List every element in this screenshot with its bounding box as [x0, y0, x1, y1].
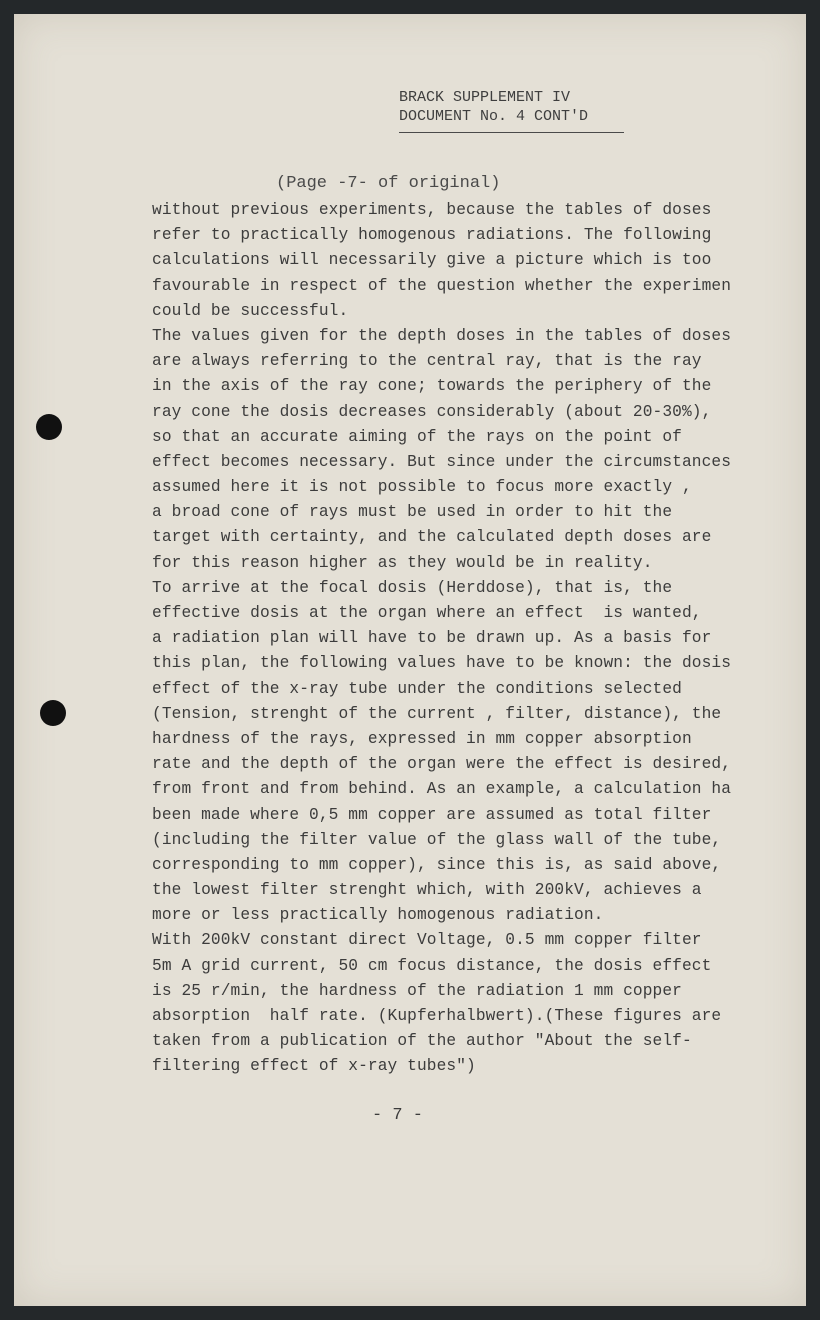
- text-line: corresponding to mm copper), since this is, as said above,: [152, 855, 722, 874]
- text-line: for this reason higher as they would be in reality.: [152, 553, 653, 572]
- text-line: taken from a publication of the author "About the self-: [152, 1032, 692, 1051]
- text-line: hardness of the rays, expressed in mm copper absorption: [152, 729, 692, 748]
- text-line: ray cone the dosis decreases considerably (about 20-30%),: [152, 402, 712, 421]
- header-line-2: DOCUMENT No. 4 CONT'D: [399, 108, 589, 125]
- punch-hole: [36, 414, 62, 440]
- text-line: effect becomes necessary. But since under the circumstances: [152, 452, 732, 471]
- text-line: filtering effect of x-ray tubes"): [152, 1057, 476, 1076]
- text-line: so that an accurate aiming of the rays on the point of: [152, 427, 682, 446]
- text-line: more or less practically homogenous radiation.: [152, 906, 604, 925]
- text-line: effect of the x-ray tube under the conditions selected: [152, 679, 682, 698]
- text-line: the lowest filter strenght which, with 200kV, achieves a: [152, 881, 702, 900]
- text-line: To arrive at the focal dosis (Herddose), that is, the: [152, 578, 673, 597]
- text-line: target with certainty, and the calculated depth doses are: [152, 528, 712, 547]
- text-line: is 25 r/min, the hardness of the radiation 1 mm copper: [152, 981, 682, 1000]
- text-line: a radiation plan will have to be drawn up. As a basis for: [152, 629, 712, 648]
- text-line: absorption half rate. (Kupferhalbwert).(These figures are: [152, 1007, 722, 1025]
- page-number: - 7 -: [372, 1106, 424, 1125]
- text-line: effective dosis at the organ where an effect is wanted,: [152, 604, 702, 622]
- text-line: been made where 0,5 mm copper are assumed as total filter: [152, 805, 712, 824]
- text-line: calculations will necessarily give a picture which is too: [152, 251, 712, 270]
- text-line: from front and from behind. As an example, a calculation ha: [152, 780, 732, 799]
- text-line: (Tension, strenght of the current , filter, distance), the: [152, 704, 722, 723]
- text-line: a broad cone of rays must be used in order to hit the: [152, 503, 673, 522]
- original-page-reference: (Page -7- of original): [276, 174, 501, 193]
- text-line: could be successful.: [152, 301, 349, 320]
- punch-hole: [40, 700, 66, 726]
- text-line: are always referring to the central ray, that is the ray: [152, 352, 702, 371]
- text-line: (including the filter value of the glass wall of the tube,: [152, 830, 722, 849]
- text-line: without previous experiments, because the tables of doses: [152, 201, 712, 219]
- body-text: [152, 198, 792, 1080]
- text-line: assumed here it is not possible to focus more exactly ,: [152, 478, 692, 497]
- text-line: in the axis of the ray cone; towards the periphery of the: [152, 377, 712, 396]
- text-line: With 200kV constant direct Voltage, 0.5 mm copper filter: [152, 931, 702, 950]
- text-line: 5m A grid current, 50 cm focus distance, the dosis effect: [152, 956, 712, 975]
- document-page: [14, 14, 806, 1306]
- header-underline: [399, 132, 624, 133]
- document-header: [399, 88, 624, 133]
- text-line: refer to practically homogenous radiations. The following: [152, 226, 712, 245]
- text-line: The values given for the depth doses in the tables of doses: [152, 326, 732, 345]
- header-line-1: BRACK SUPPLEMENT IV: [399, 89, 571, 106]
- text-line: this plan, the following values have to be known: the dosis: [152, 654, 732, 673]
- text-line: favourable in respect of the question whether the experimen: [152, 276, 732, 295]
- text-line: rate and the depth of the organ were the effect is desired,: [152, 755, 732, 774]
